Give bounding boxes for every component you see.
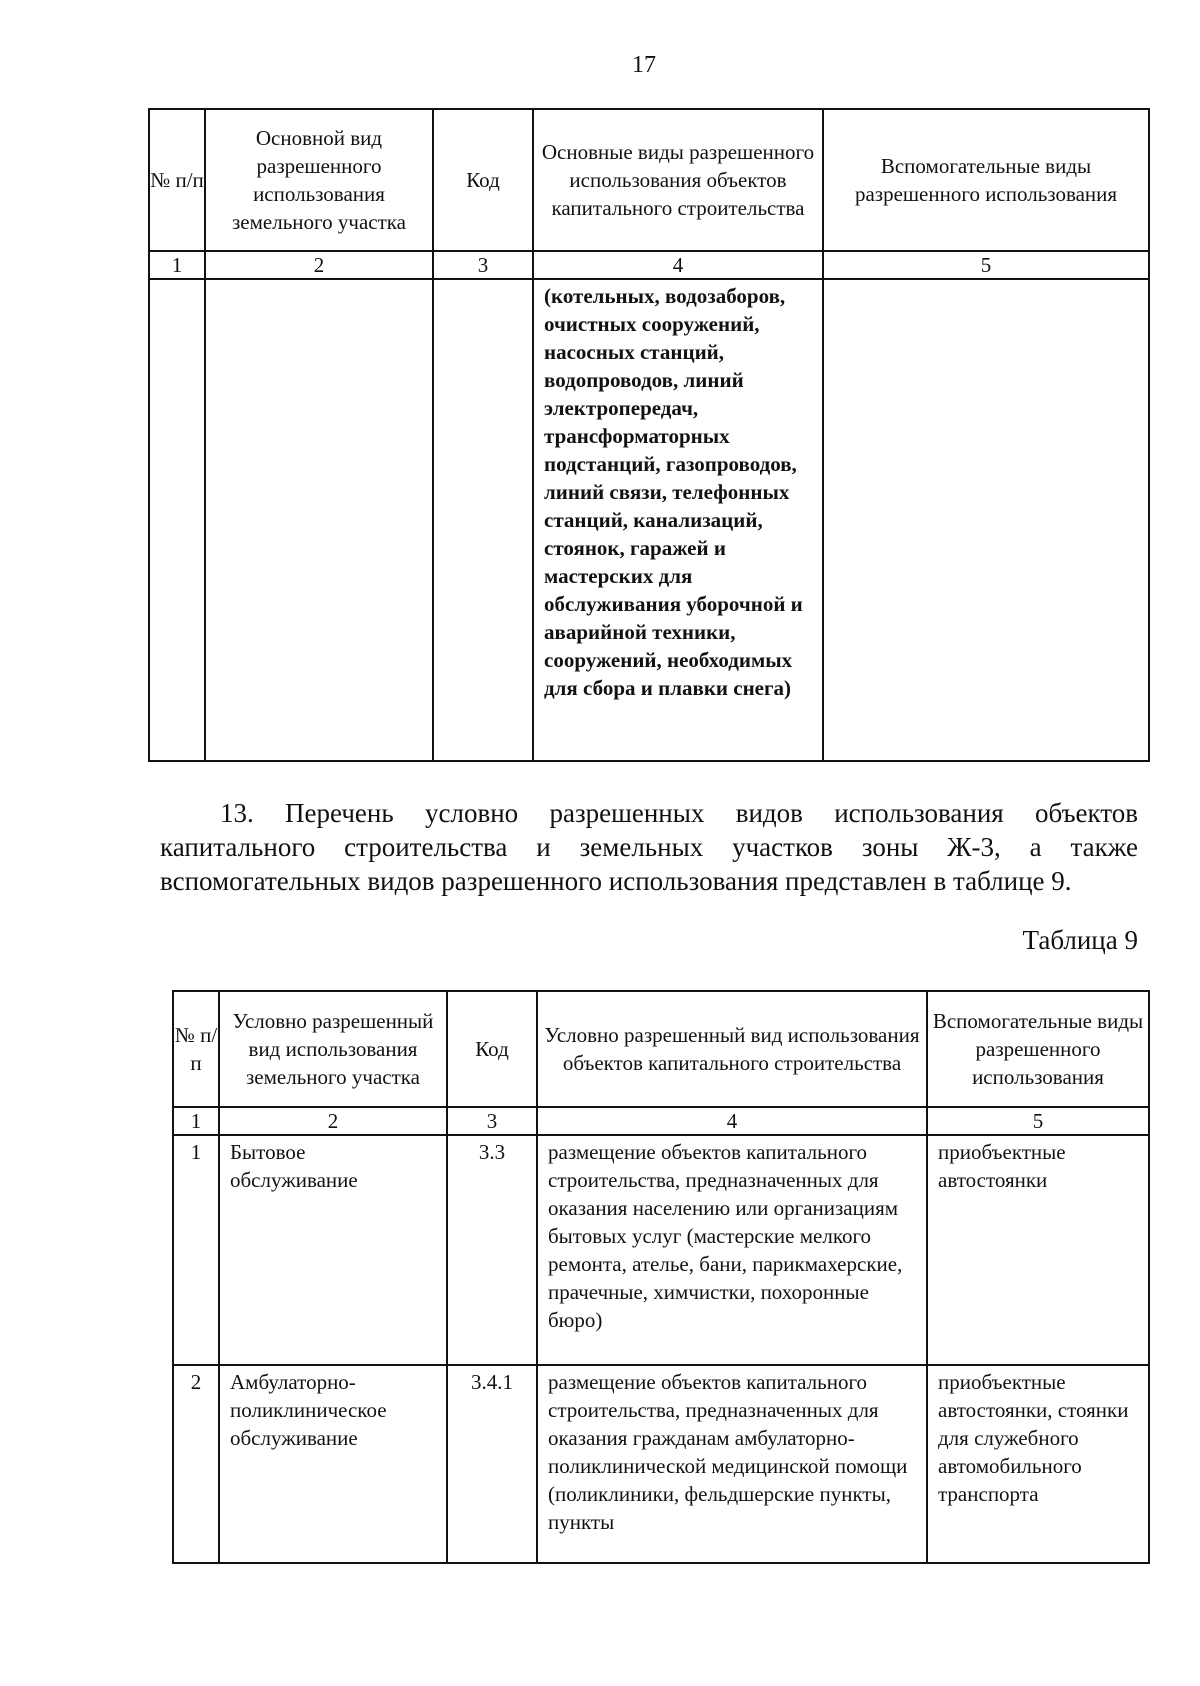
column-number: 2 <box>205 251 433 279</box>
row-objects: размещение объектов капитального строительства, предназначенных для оказания населению или организациям бытовых услуг (мастерские мелкого ремонта, ателье, бани, парикмахерские, прачечные, химчистки, похоронные бюро) <box>537 1135 927 1365</box>
table-9-header-row <box>173 991 1149 1107</box>
header-main-objects: Основные виды разрешенного использования объектов капитального строительства <box>533 109 823 251</box>
row-number: 2 <box>173 1365 219 1563</box>
row-code: 3.3 <box>447 1135 537 1365</box>
header-num: № п/п <box>173 991 219 1107</box>
page-number: 17 <box>632 52 656 78</box>
row-use: Бытовое обслуживание <box>219 1135 447 1365</box>
row-aux: приобъектные автостоянки <box>927 1135 1149 1365</box>
header-num: № п/п <box>149 109 205 251</box>
table-row <box>173 1135 1149 1365</box>
column-number: 2 <box>219 1107 447 1135</box>
column-number: 1 <box>149 251 205 279</box>
column-number: 4 <box>533 251 823 279</box>
column-number: 5 <box>927 1107 1149 1135</box>
row-number: 1 <box>173 1135 219 1365</box>
header-cond-objects: Условно разрешенный вид использования объектов капитального строительства <box>537 991 927 1107</box>
table-cell <box>433 279 533 761</box>
header-cond-use: Условно разрешенный вид использования земельного участка <box>219 991 447 1107</box>
header-code: Код <box>447 991 537 1107</box>
header-code: Код <box>433 109 533 251</box>
column-number: 3 <box>433 251 533 279</box>
header-main-use: Основной вид разрешенного использования земельного участка <box>205 109 433 251</box>
table-1-header-row <box>149 109 1149 251</box>
table-1 <box>148 108 1150 762</box>
column-number: 1 <box>173 1107 219 1135</box>
column-number: 4 <box>537 1107 927 1135</box>
table-cell <box>823 279 1149 761</box>
table-caption: Таблица 9 <box>1022 925 1138 955</box>
header-aux: Вспомогательные виды разрешенного использования <box>927 991 1149 1107</box>
table-row <box>173 1365 1149 1563</box>
table-9 <box>172 990 1150 1564</box>
table-1-column-numbers <box>149 251 1149 279</box>
table-cell <box>149 279 205 761</box>
column-number: 3 <box>447 1107 537 1135</box>
row-objects: размещение объектов капитального строительства, предназначенных для оказания гражданам амбулаторно-поликлинической медицинской помощи (поликлиники, фельдшерские пункты, пункты <box>537 1365 927 1563</box>
paragraph-text: 13. Перечень условно разрешенных видов использования объектов капитального строительства и земельных участков зоны Ж-3, а также вспомогательных видов разрешенного использования представлен в таблице 9. <box>160 798 1138 896</box>
column-number: 5 <box>823 251 1149 279</box>
table-row <box>149 279 1149 761</box>
table-9-column-numbers <box>173 1107 1149 1135</box>
table-cell-objects: (котельных, водозаборов, очистных сооружений, насосных станций, водопроводов, линий электропередач, трансформаторных подстанций, газопроводов, линий связи, телефонных станций, канализаций, стоянок, гаражей и мастерских для обслуживания уборочной и аварийной техники, сооружений, необходимых для сбора и плавки снега) <box>533 279 823 761</box>
table-cell <box>205 279 433 761</box>
row-code: 3.4.1 <box>447 1365 537 1563</box>
row-use: Амбулаторно-поликлиническое обслуживание <box>219 1365 447 1563</box>
row-aux: приобъектные автостоянки, стоянки для служебного автомобильного транспорта <box>927 1365 1149 1563</box>
header-aux: Вспомогательные виды разрешенного использования <box>823 109 1149 251</box>
paragraph-13 <box>160 796 1138 898</box>
